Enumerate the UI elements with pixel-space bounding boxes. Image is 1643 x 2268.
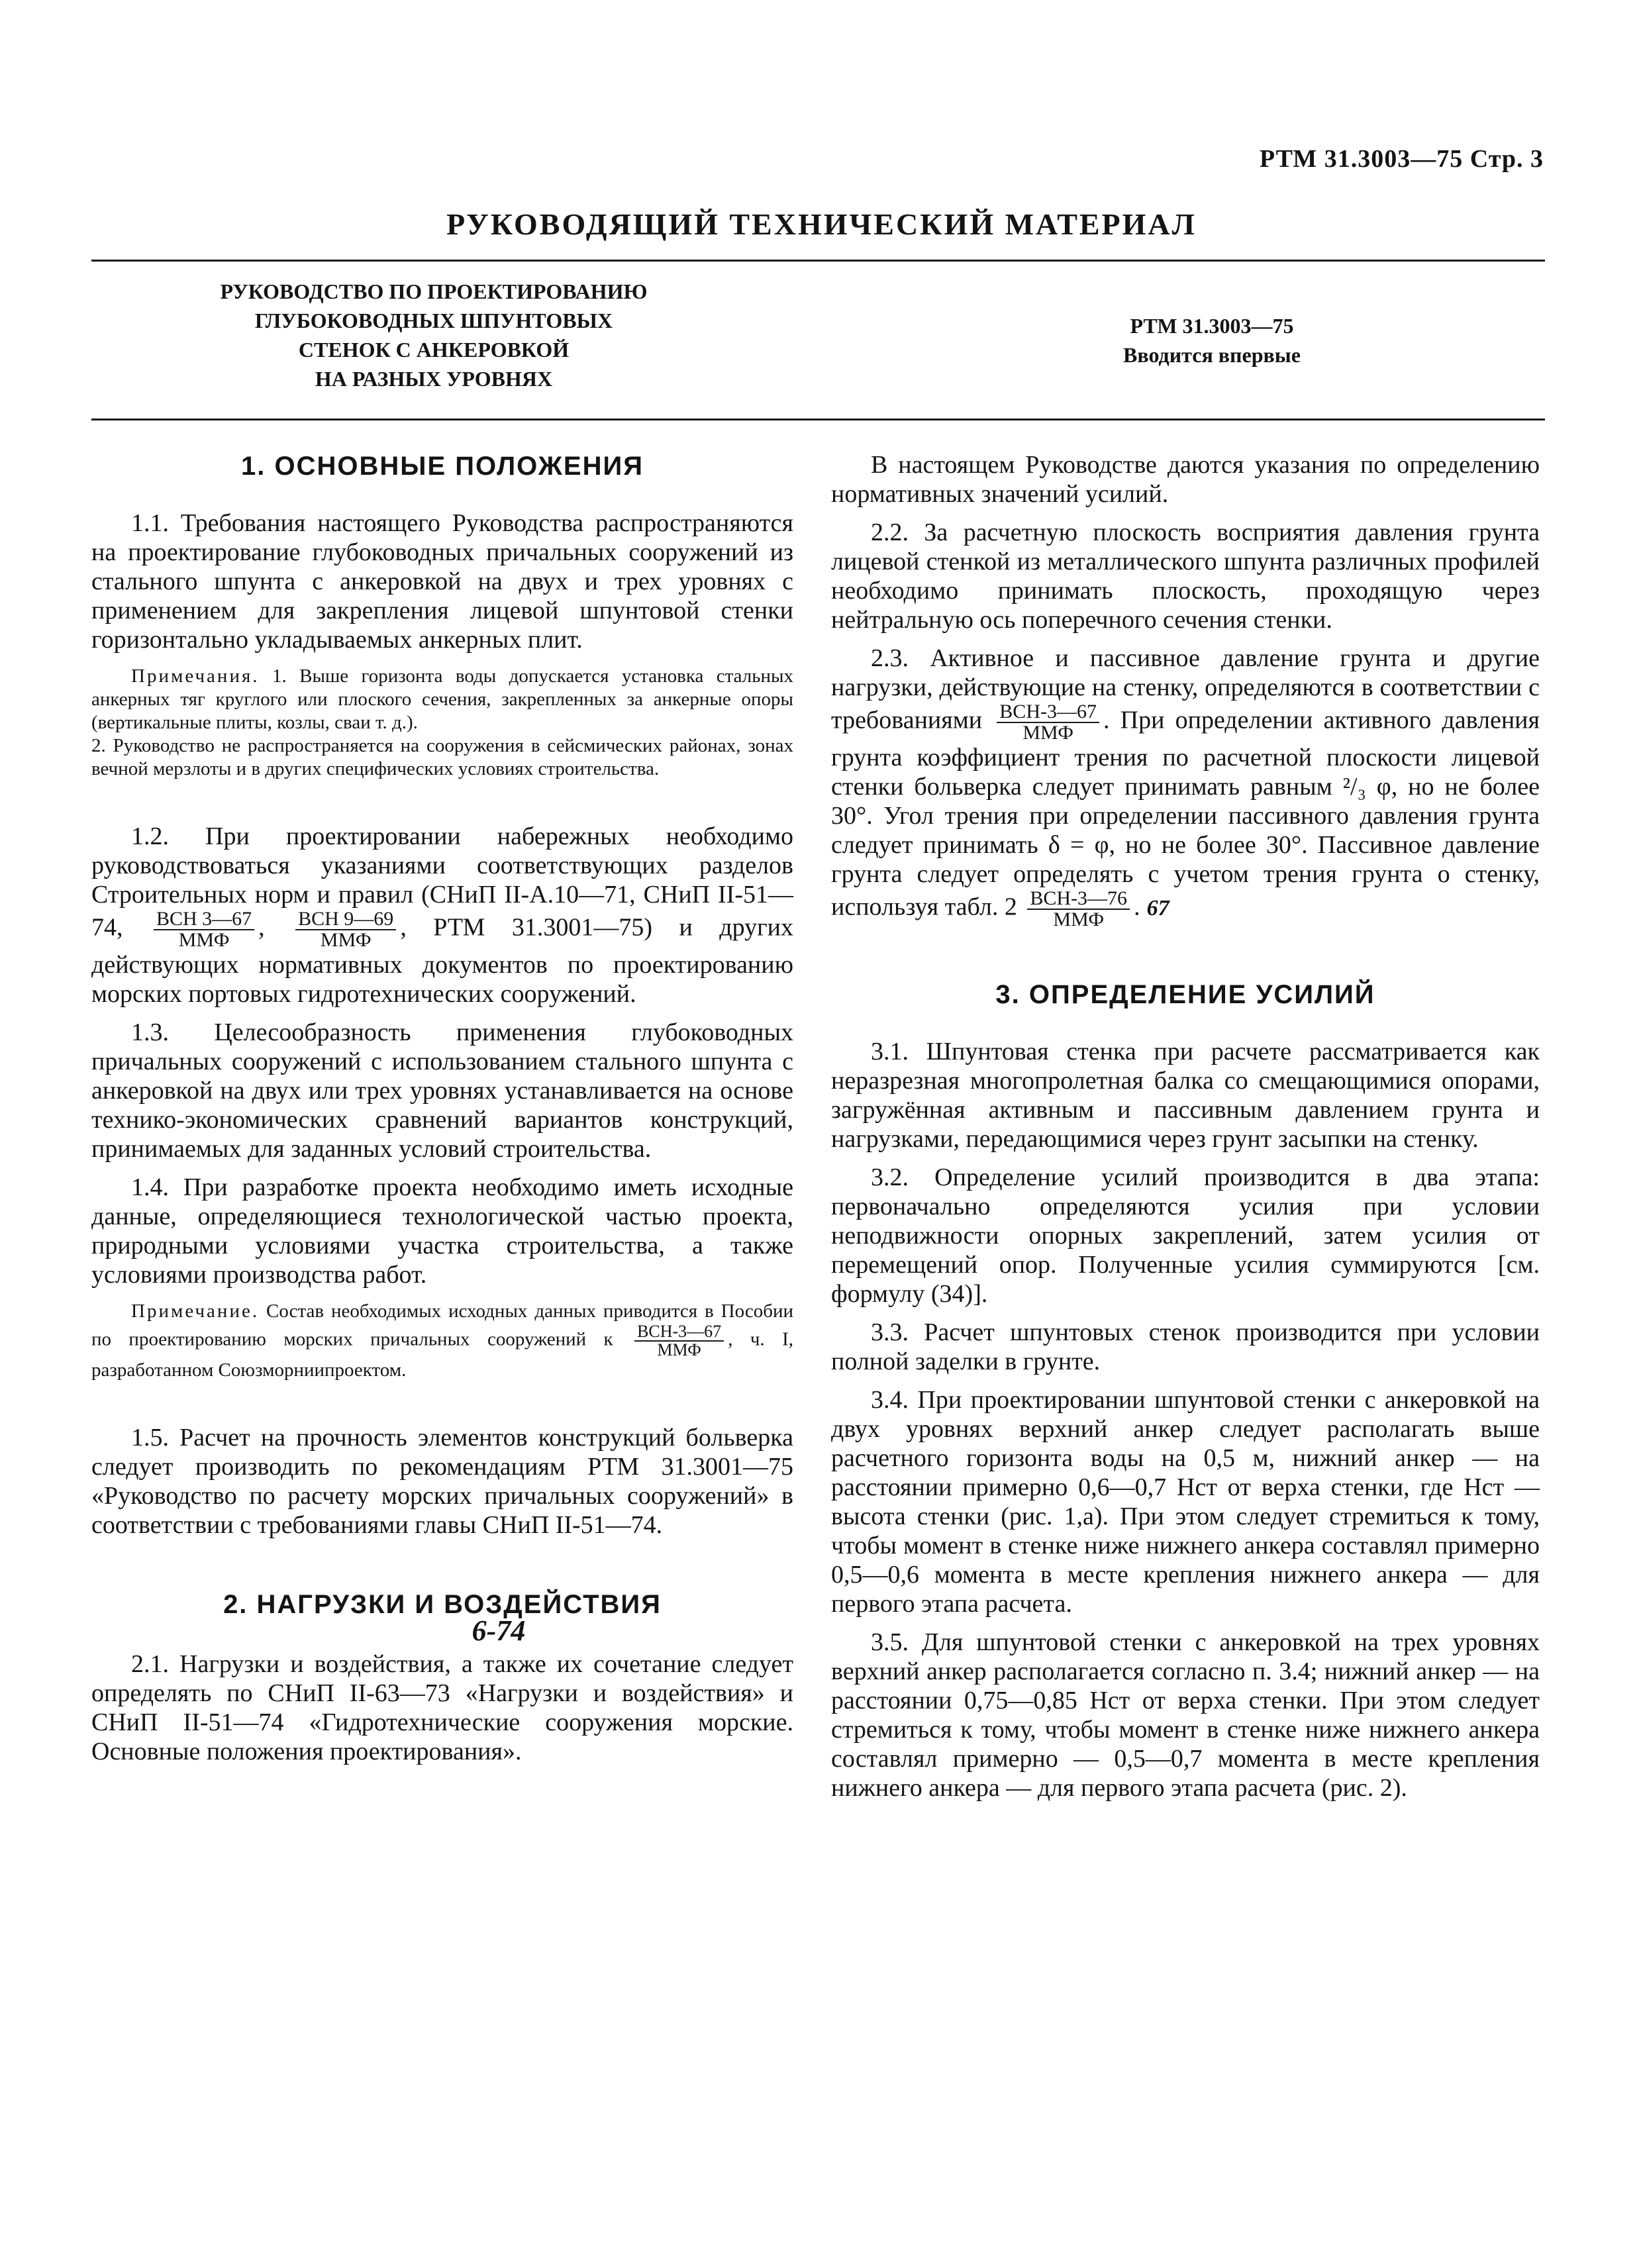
fraction-denominator: ММФ [178,929,230,951]
paragraph-3-3: 3.3. Расчет шпунтовых стенок производится при условии полной заделки в грунте. [831,1318,1540,1375]
handwritten-note: 6-74 [472,1614,526,1647]
handwritten-note-2: 67 [1146,895,1170,920]
fraction-vsn-3-67 [154,909,254,950]
fraction-vsn-3-67 [997,702,1099,743]
fraction-numerator: ВСН-3—67 [997,702,1099,723]
fraction-numerator: ВСН 9—69 [295,909,396,930]
paragraph-2-3-text-cont: . При определении активного давления грунта коэффициент трения по расчетной плоскости лицевой стенки больверка следует принимать равным ²/₃ φ, но не более 30°. Угол трения при определении пассивного давления грунта следует принимать δ = φ, но не более 30°. Пассивное давление грунта следует определять с учетом трения грунта о стенку, используя табл. 2 [831,706,1540,921]
paragraph-1-3: 1.3. Целесообразность применения глубоководных причальных сооружений с использованием стального шпунта с анкеровкой на двух или трех уровнях устанавливается на основе технико-экономических сравнений вариантов конструкций, принимаемых для заданных условий строительства. [91,1018,793,1163]
note-2 [91,1300,793,1382]
fraction-denominator: ММФ [657,1340,701,1359]
paragraph-2-3 [831,644,1540,930]
document-id-block [914,311,1510,370]
paragraph-1-4: 1.4. При разработке проекта необходимо иметь исходные данные, определяющиеся технологической частью проекта, природными условиями участка строительства, а также условиями производства работ. [91,1173,793,1289]
note-label: Примечания. [131,666,260,687]
fraction-denominator: ММФ [1022,722,1073,744]
fraction-vsn-3-76 [1027,889,1130,930]
paragraph-1-2-text-end: , РТМ 31.3001—75) и других действующих нормативных документов по проектированию морских портовых гидротехнических сооружений. [91,913,794,1008]
paragraph-1-5: 1.5. Расчет на прочность элементов конструкций больверка следует производить по рекомендациям РТМ 31.3001—75 «Руководство по расчету морских причальных сооружений» в соответствии с требованиями главы СНиП II-51—74. [91,1424,793,1539]
fraction-denominator: ММФ [320,929,372,951]
document-title-line: ГЛУБОКОВОДНЫХ ШПУНТОВЫХ [254,309,613,332]
document-status: Вводится впервые [1123,343,1301,367]
document-title-line: РУКОВОДСТВО ПО ПРОЕКТИРОВАНИЮ [220,279,648,303]
note-label: Примечание. [131,1301,260,1322]
running-head: РТМ 31.3003—75 Стр. 3 [1259,145,1544,173]
note-text-end: , ч. I, разработанном Союзморниипроектом. [91,1328,793,1381]
document-title-line: СТЕНОК С АНКЕРОВКОЙ [298,338,570,362]
paragraph-2-2: 2.2. За расчетную плоскость восприятия давления грунта лицевой стенкой из металлического шпунта различных профилей необходимо принимать плоскость, проходящую через нейтральную ось поперечного сечения стенки. [831,518,1540,634]
paragraph-3-2: 3.2. Определение усилий производится в два этапа: первоначально определяются усилия при условии неподвижности опорных закреплений, затем усилия от перемещений опор. Полученные усилия суммируются [см. формулу (34)]. [831,1163,1540,1308]
paragraph-3-5: 3.5. Для шпунтовой стенки с анкеровкой на трех уровнях верхний анкер располагается согласно п. 3.4; нижний анкер — на расстоянии 0,75—0,85 Hст от верха стенки. При этом следует стремиться к тому, чтобы момент в стенке ниже нижнего анкера составлял примерно — 0,5—0,7 момента в месте крепления нижнего анкера — для первого этапа расчета (рис. 2). [831,1628,1540,1802]
section-2-heading: 2. НАГРУЗКИ И ВОЗДЕЙСТВИЯ [223,1590,662,1619]
paragraph-2-1: 2.1. Нагрузки и воздействия, а также их сочетание следует определять по СНиП II-63—73 «Нагрузки и воздействия» и СНиП II-51—74 «Гидротехнические сооружения морские. Основные положения проектирования». [91,1650,793,1765]
period: . [1134,893,1140,921]
note-text-2: 2. Руководство не распространяется на сооружения в сейсмических районах, зонах вечной мерзлоты и в других специфических условиях строительства. [91,735,793,779]
note-text: 1. Выше горизонта воды допускается установка стальных анкерных тяг круглого или плоского сечения, закрепленных за анкерные опоры (вертикальные плиты, козлы, сваи т. д.). [91,666,793,733]
note-text: Состав необходимых исходных данных приводится в Пособии по проектированию морских причальных сооружений к [91,1301,793,1350]
fraction-numerator: ВСН-3—76 [1027,889,1130,910]
document-number: РТМ 31.3003—75 [1130,314,1294,338]
main-title: РУКОВОДЯЩИЙ ТЕХНИЧЕСКИЙ МАТЕРИАЛ [446,207,1197,241]
paragraph-2-1-continued: В настоящем Руководстве даются указания по определению нормативных значений усилий. [831,451,1540,508]
fraction-numerator: ВСН-3—67 [634,1323,724,1342]
section-3-heading: 3. ОПРЕДЕЛЕНИЕ УСИЛИЙ [995,980,1375,1009]
fraction-vsn-9-69 [295,909,396,950]
top-rule [91,260,1545,262]
paragraph-3-1: 3.1. Шпунтовая стенка при расчете рассматривается как неразрезная многопролетная балка со смещающимися опорами, загружённая активным и пассивным давлением грунта и нагрузками, передающимися через грунт засыпки на стенку. [831,1038,1540,1153]
note-1 [91,665,793,781]
header-bottom-rule [91,419,1545,420]
fraction-vsn-3-67 [634,1323,724,1359]
section-1-heading: 1. ОСНОВНЫЕ ПОЛОЖЕНИЯ [241,452,644,481]
fraction-denominator: ММФ [1053,909,1105,930]
paragraph-1-1: 1.1. Требования настоящего Руководства распространяются на проектирование глубоководных причальных сооружений из стального шпунта с анкеровкой на двух и трех уровнях с применением для закрепления лицевой шпунтовой стенки горизонтально укладываемых анкерных плит. [91,509,793,654]
left-column [91,450,793,1775]
paragraph-1-2-text: 1.2. При проектировании набережных необходимо руководствоваться указаниями соответствующих разделов Строительных норм и правил (СНиП II-А.10—71, СНиП II-51—74, [91,822,793,942]
right-column [831,450,1540,1812]
paragraph-3-4: 3.4. При проектировании шпунтовой стенки с анкеровкой на двух уровнях верхний анкер следует располагать выше расчетного горизонта воды на 0,5 м, нижний анкер — на расстоянии примерно 0,6—0,7 Hст от верха стенки, где Hст — высота стенки (рис. 1,а). При этом следует стремиться к тому, чтобы момент в стенке ниже нижнего анкера составлял примерно 0,5—0,6 момента в месте крепления нижнего анкера — для первого этапа расчета. [831,1386,1540,1618]
fraction-numerator: ВСН 3—67 [154,909,254,930]
paragraph-2-3-text: 2.3. Активное и пассивное давление грунта и другие нагрузки, действующие на стенку, определяются в соответствии с требованиями [831,644,1540,734]
comma: , [258,913,265,942]
document-title-line: НА РАЗНЫХ УРОВНЯХ [315,367,553,391]
document-title [126,277,742,393]
paragraph-1-2 [91,822,793,1009]
